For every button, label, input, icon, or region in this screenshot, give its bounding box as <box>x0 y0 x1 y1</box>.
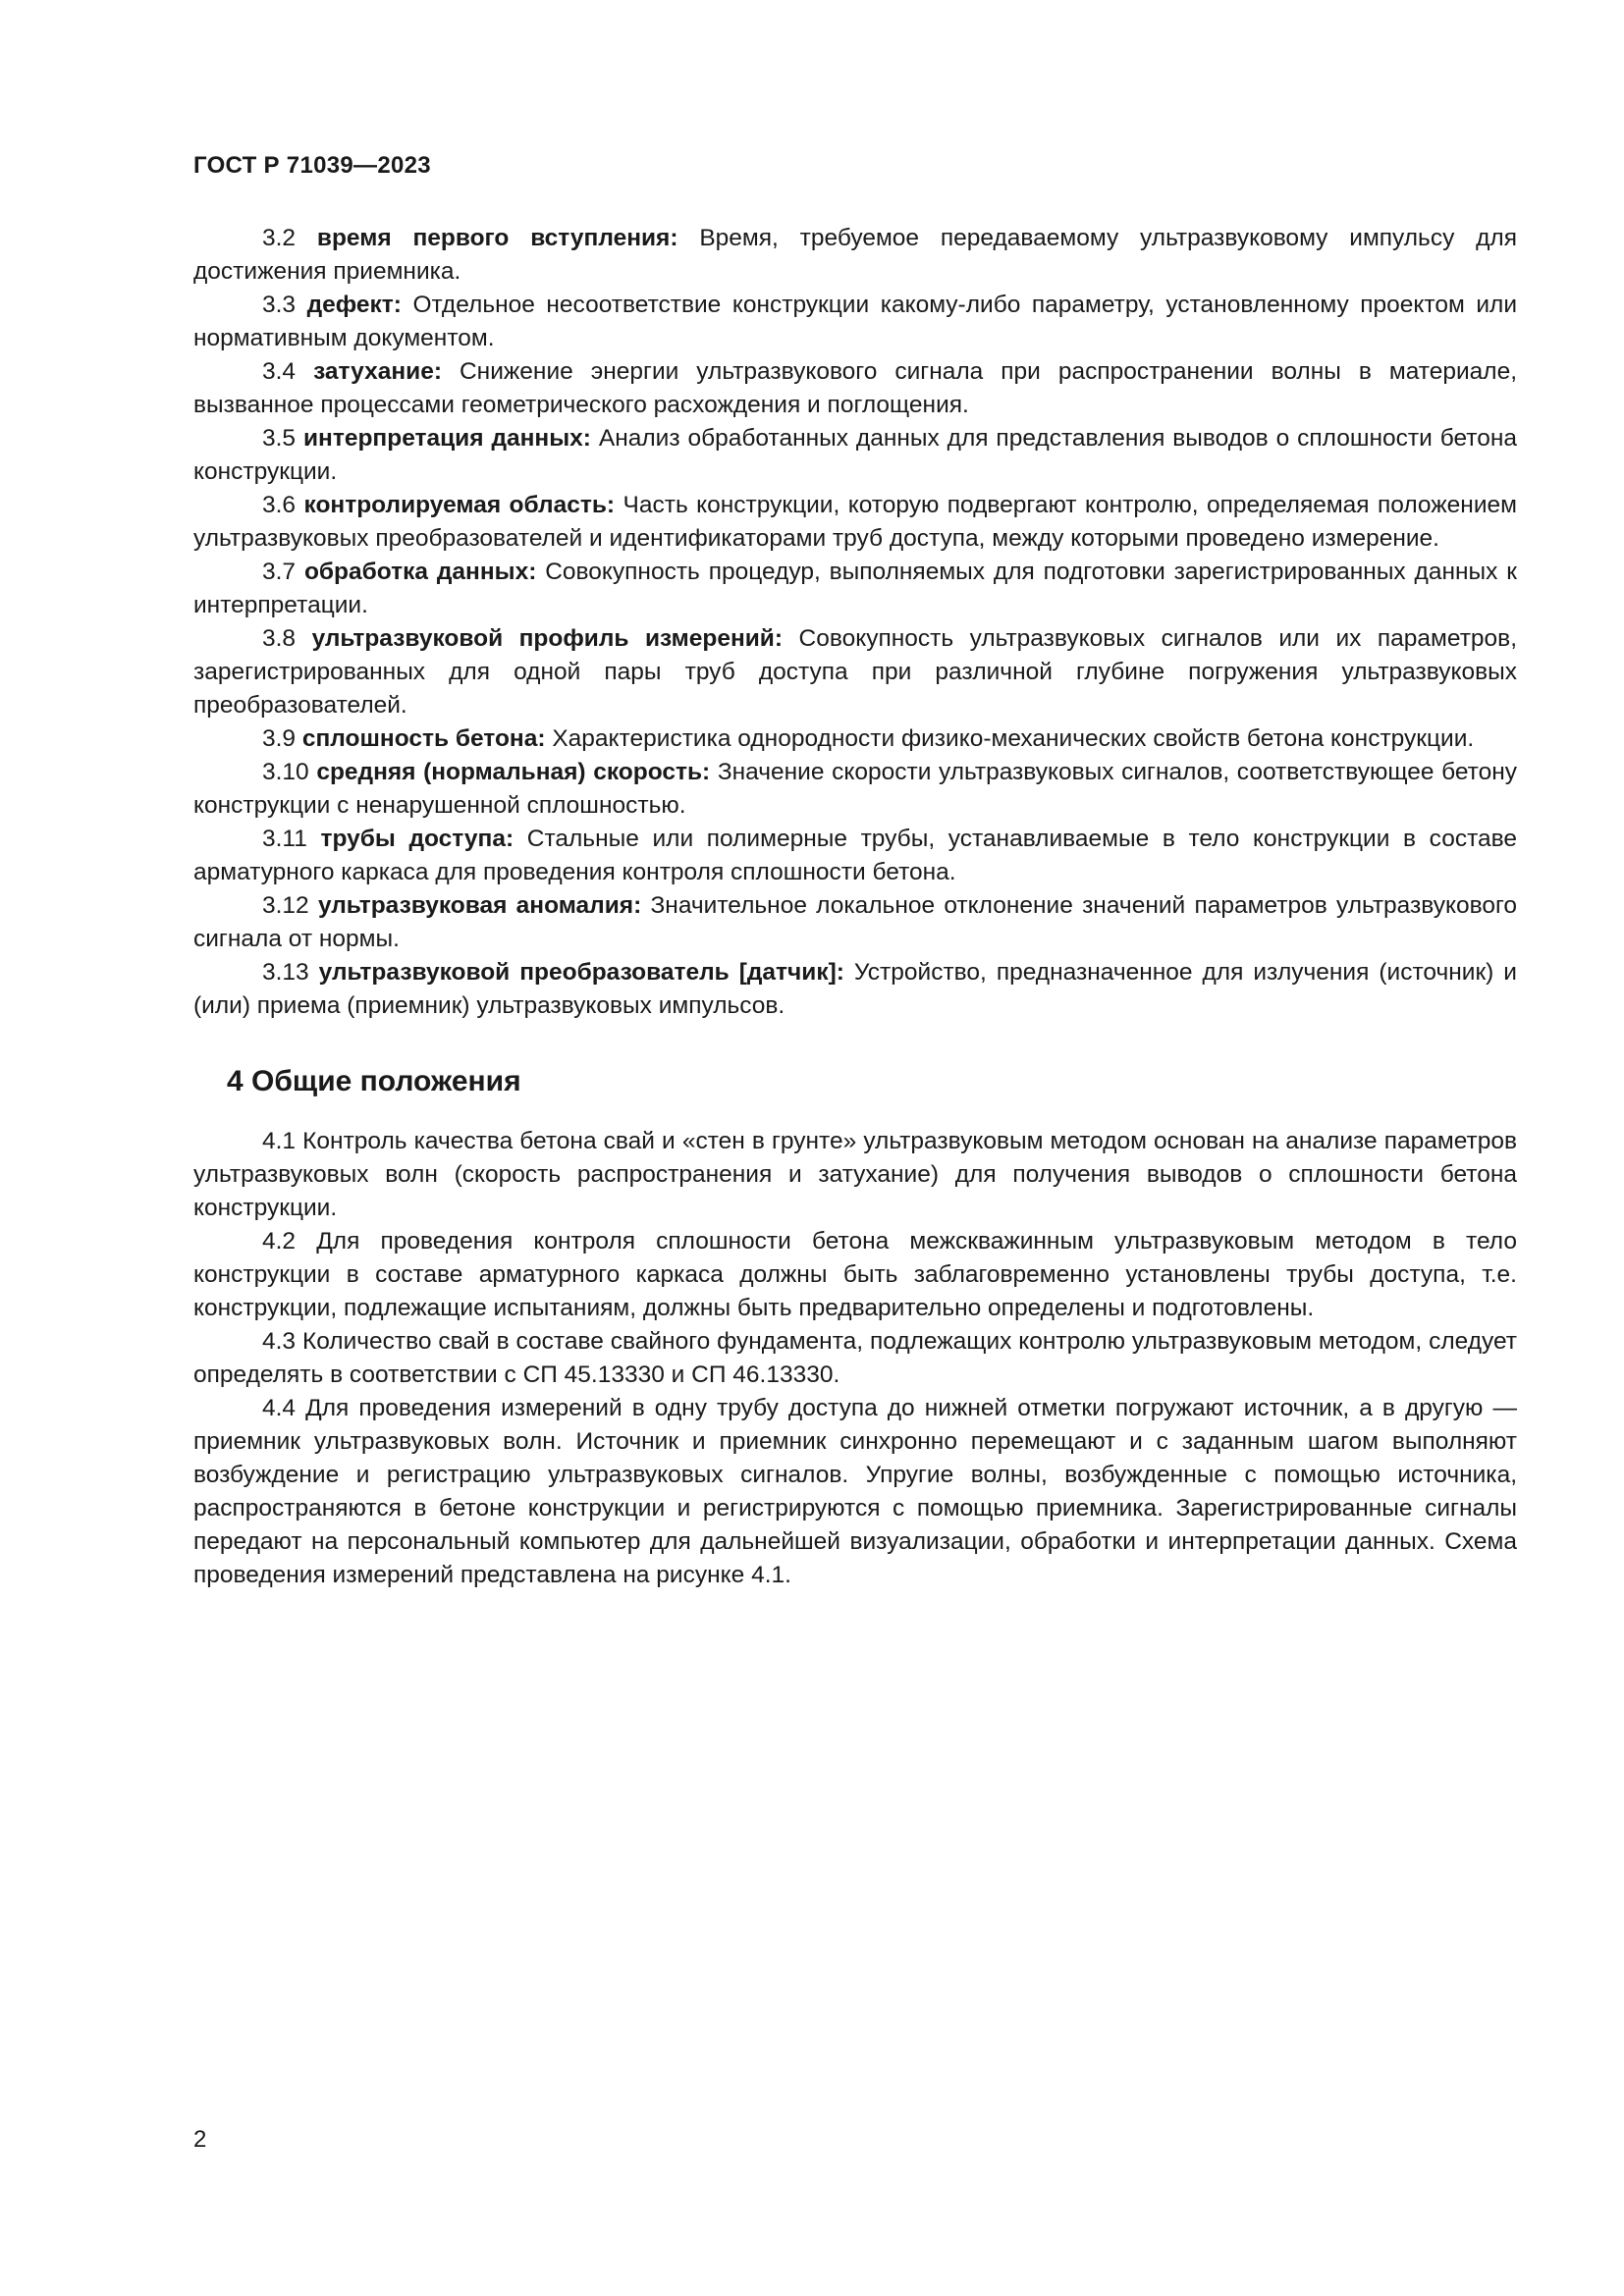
term-name: трубы доступа: <box>320 826 514 852</box>
term-number: 3.3 <box>262 292 297 318</box>
term-3-10 <box>193 756 1517 823</box>
paragraph-4-3: 4.3 Количество свай в составе свайного фундамента, подлежащих контролю ультразвуковым методом, следует определять в соответствии с СП 45.13330 и СП 46.13330. <box>193 1328 1517 1388</box>
term-3-2 <box>193 222 1517 289</box>
term-number: 3.5 <box>262 425 297 452</box>
term-definition: Часть конструкции, которую подвергают контролю, определяемая положением ультразвуковых преобразователей и идентификаторами труб доступа, между которыми проведено измерение. <box>193 492 1517 552</box>
term-number: 3.10 <box>262 759 309 785</box>
term-definition: Значительное локальное отклонение значений параметров ультразвукового сигнала от нормы. <box>193 892 1518 952</box>
term-3-7 <box>193 556 1517 622</box>
term-name: ультразвуковая аномалия: <box>317 892 642 919</box>
term-number: 3.12 <box>262 892 309 919</box>
term-name: обработка данных: <box>303 559 537 585</box>
term-definition: Значение скорости ультразвуковых сигналов, соответствующее бетону конструкции с ненарушенной сплошностью. <box>193 759 1518 819</box>
page-number: 2 <box>193 2126 207 2153</box>
term-3-11 <box>193 823 1517 889</box>
term-3-8 <box>193 622 1517 722</box>
term-definition: Устройство, предназначенное для излучения (источник) и (или) приема (приемник) ультразвуковых импульсов. <box>193 959 1517 1019</box>
term-number: 3.7 <box>262 559 297 585</box>
term-number: 3.8 <box>262 625 297 652</box>
document-body <box>193 222 1517 1592</box>
term-number: 3.6 <box>262 492 297 518</box>
term-3-4 <box>193 355 1517 422</box>
term-definition: Отдельное несоответствие конструкции какому-либо параметру, установленному проектом или нормативным документом. <box>193 292 1518 351</box>
term-number: 3.13 <box>262 959 309 986</box>
term-number: 3.9 <box>262 725 297 752</box>
paragraph-4-2: 4.2 Для проведения контроля сплошности бетона межскважинным ультразвуковым методом в тело конструкции в составе арматурного каркаса должны быть заблаговременно установлены трубы доступа, т.е. конструкции, подлежащие испытаниям, должны быть предварительно определены и подготовлены. <box>193 1228 1517 1321</box>
term-definition: Анализ обработанных данных для представления выводов о сплошности бетона конструкции. <box>193 425 1518 485</box>
term-definition: Совокупность ультразвуковых сигналов или их параметров, зарегистрированных для одной пары труб доступа при различной глубине погружения ультразвуковых преобразователей. <box>193 625 1518 719</box>
paragraph-4-1: 4.1 Контроль качества бетона свай и «стен в грунте» ультразвуковым методом основан на анализе параметров ультразвуковых волн (скорость распространения и затухание) для получения выводов о сплошности бетона конструкции. <box>193 1128 1517 1221</box>
term-name: интерпретация данных: <box>302 425 591 452</box>
term-number: 3.11 <box>262 826 307 852</box>
document-header: ГОСТ Р 71039—2023 <box>193 152 431 179</box>
term-name: контролируемая область: <box>303 492 616 518</box>
term-name: затухание: <box>313 358 442 385</box>
term-definition: Время, требуемое передаваемому ультразвуковому импульсу для достижения приемника. <box>193 225 1517 285</box>
term-3-3 <box>193 289 1517 355</box>
term-name: средняя (нормальная) скорость: <box>316 759 711 785</box>
term-3-13 <box>193 956 1517 1023</box>
term-number: 3.4 <box>262 358 297 385</box>
term-name: время первого вступления: <box>316 225 678 251</box>
term-3-6 <box>193 489 1517 556</box>
paragraph-4-4: 4.4 Для проведения измерений в одну трубу доступа до нижней отметки погружают источник, а в другую — приемник ультразвуковых волн. Источник и приемник синхронно перемещают и с заданным шагом выполняют возбуждение и регистрацию ультразвуковых сигналов. Упругие волны, возбужденные с помощью источника, распространяются в бетоне конструкции и регистрируются с помощью приемника. Зарегистрированные сигналы передают на персональный компьютер для дальнейшей визуализации, обработки и интерпретации данных. Схема проведения измерений представлена на рисунке 4.1. <box>193 1395 1517 1588</box>
section-heading: 4 Общие положения <box>227 1065 521 1097</box>
term-definition: Совокупность процедур, выполняемых для подготовки зарегистрированных данных к интерпретации. <box>193 559 1517 618</box>
term-definition: Характеристика однородности физико-механических свойств бетона конструкции. <box>552 725 1475 752</box>
term-3-12 <box>193 889 1517 956</box>
term-name: сплошность бетона: <box>301 725 546 752</box>
term-3-9 <box>193 722 1517 756</box>
term-name: ультразвуковой профиль измерений: <box>311 625 784 652</box>
term-3-5 <box>193 422 1517 489</box>
term-name: ультразвуковой преобразователь [датчик]: <box>318 959 844 986</box>
term-name: дефект: <box>306 292 402 318</box>
term-number: 3.2 <box>262 225 297 251</box>
term-definition: Снижение энергии ультразвукового сигнала при распространении волны в материале, вызванное процессами геометрического расхождения и поглощения. <box>193 358 1518 418</box>
term-definition: Стальные или полимерные трубы, устанавливаемые в тело конструкции в составе арматурного каркаса для проведения контроля сплошности бетона. <box>193 826 1518 885</box>
